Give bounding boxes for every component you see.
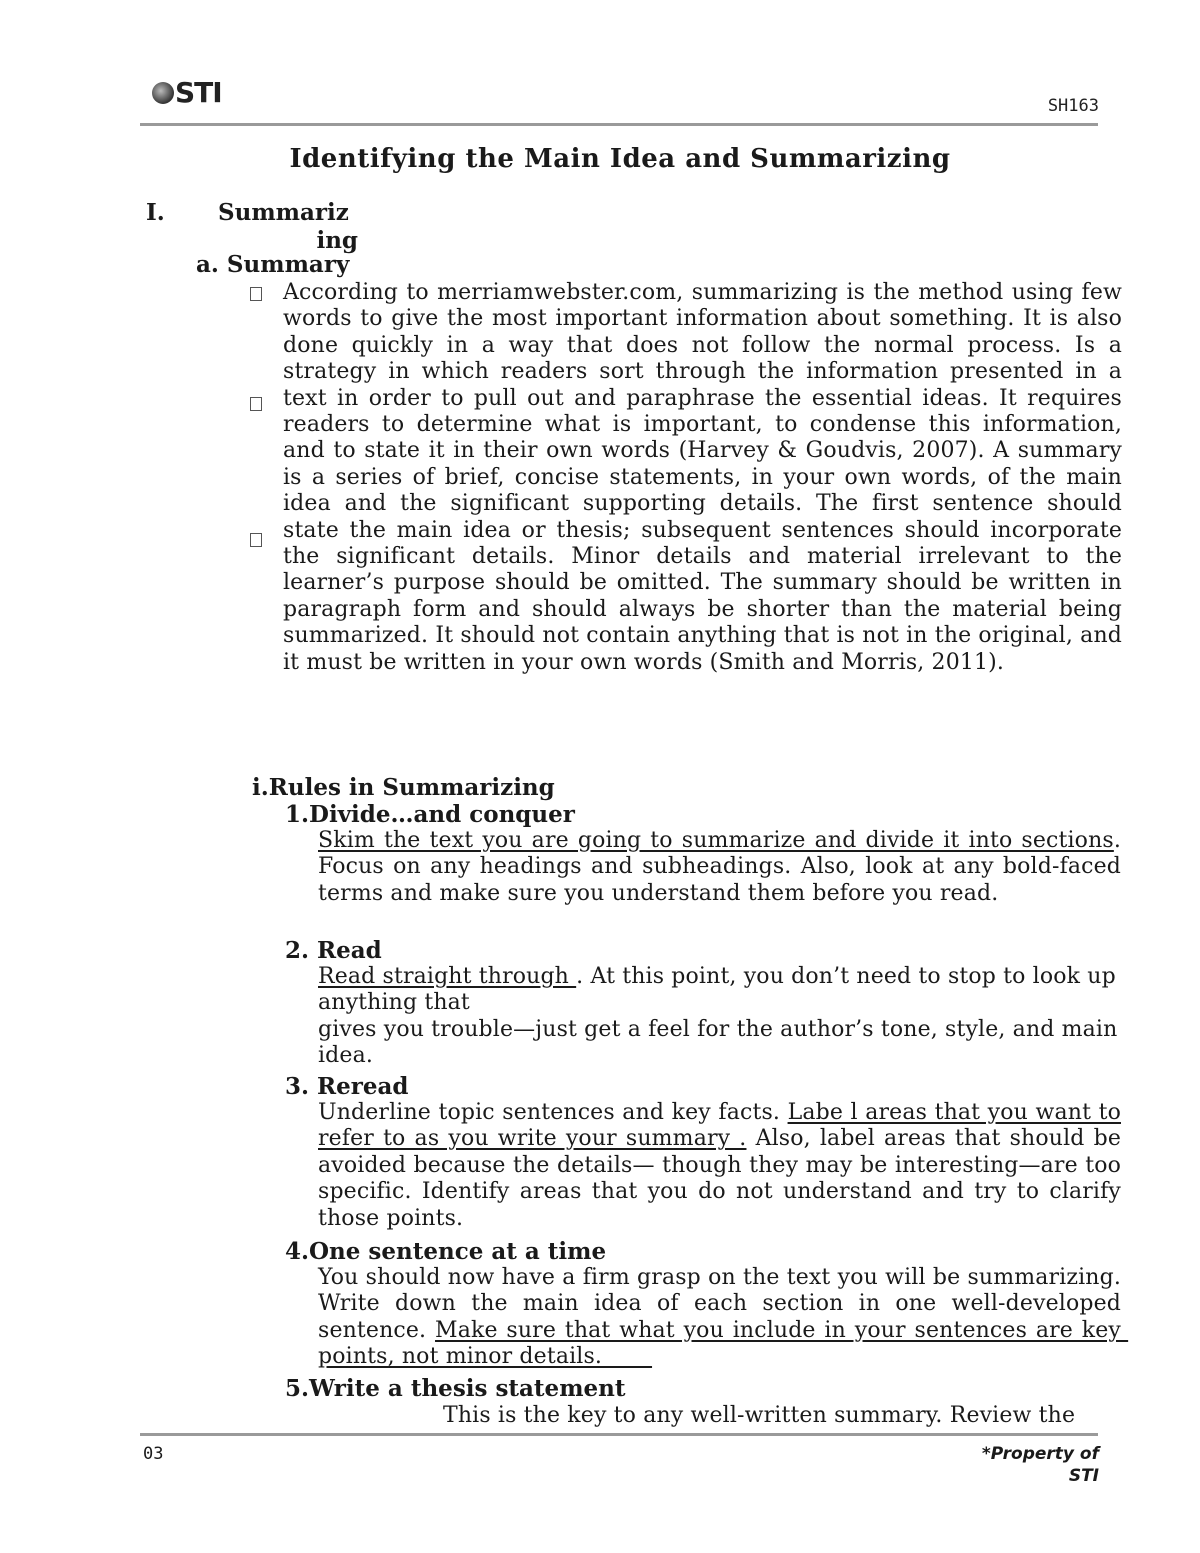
rule-4-body: You should now have a firm grasp on the text you will be summarizing. Write down the main idea of each section in one well-developed sentence. [318,1265,1121,1343]
property-notice [959,1443,1099,1487]
summary-paragraph: According to merriamwebster.com, summarizing is the method using few words to give the most important information about something. It is also done quickly in a way that does not follow the normal process. Is a strategy in which readers sort through the information presented in a text in order to pull out and paraphrase the essential ideas. It requires readers to determine what is important, to condense this information, and to state it in their own words (Harvey & Goudvis, 2007). A summary is a series of brief, concise statements, in your own words, of the main idea and the significant supporting details. The first sentence should state the main idea or thesis; subsequent sentences should incorporate the significant details. Minor details and material irrelevant to the learner’s purpose should be omitted. The summary should be written in paragraph form and should always be shorter than the material being summarized. It should not contain anything that is not in the original, and it must be written in your own words (Smith and Morris, 2011). [283,280,1122,675]
header-divider [140,123,1098,126]
rule-1-body: . Focus on any headings and subheadings. Also, look at any bold-faced terms and make sure you understand them before you read. [318,828,1121,906]
rule-4-heading: 4.One sentence at a time [285,1238,607,1265]
rule-2-body-line1: . At this point, you don’t need to stop to look up anything that [318,964,1116,1016]
section-title [218,199,358,255]
page-number: 03 [143,1444,164,1464]
property-line1: *Property of [981,1444,1099,1464]
section-title-line2: ing [316,227,358,254]
rule-3-body-end: Also, label areas that should be avoided because the details— though they may be interesting—are too specific. Identify areas that you do not understand and try to clarify those points. [318,1126,1121,1231]
logo-text: STI [175,76,222,109]
rule-2-body-line2: gives you trouble—just get a feel for the author’s tone, style, and main idea. [318,1016,1118,1069]
bullet-box-icon [250,397,262,411]
rule-1-heading: 1.Divide…and conquer [285,801,575,828]
section-title-line1: Summariz [218,199,349,226]
subsection-heading: a. Summary [196,251,350,278]
sti-logo [152,76,222,109]
document-code: SH163 [1047,96,1099,116]
rule-1-underlined: Skim the text you are going to summarize and divide it into sections [318,828,1114,853]
rule-2-underlined: Read straight through [318,964,577,989]
rule-2-text [318,964,1133,1070]
rule-3-underlined: Labe l areas that you want to refer to as you write your summary . [318,1100,1121,1152]
rule-2-heading: 2. Read [285,937,382,964]
property-line2: STI [1068,1466,1099,1486]
rule-4-text [318,1265,1129,1371]
rule-5-text: This is the key to any well-written summary. Review the [443,1403,1076,1428]
section-numeral: I. [146,199,165,226]
bullet-box-icon [250,287,262,301]
rule-3-body-start: Underline topic sentences and key facts. [318,1100,788,1125]
footer-divider [140,1433,1098,1436]
rule-3-text [318,1100,1121,1232]
rule-5-heading: 5.Write a thesis statement [285,1375,626,1402]
rule-4-underlined: Make sure that what you include in your sentences are key points, not minor details. [318,1317,1129,1370]
rules-heading: i.Rules in Summarizing [252,774,555,801]
globe-icon [152,82,174,104]
rule-3-heading: 3. Reread [285,1073,409,1100]
page-title: Identifying the Main Idea and Summarizing [289,144,951,174]
bullet-box-icon [250,533,262,547]
rule-1-text [318,828,1121,907]
